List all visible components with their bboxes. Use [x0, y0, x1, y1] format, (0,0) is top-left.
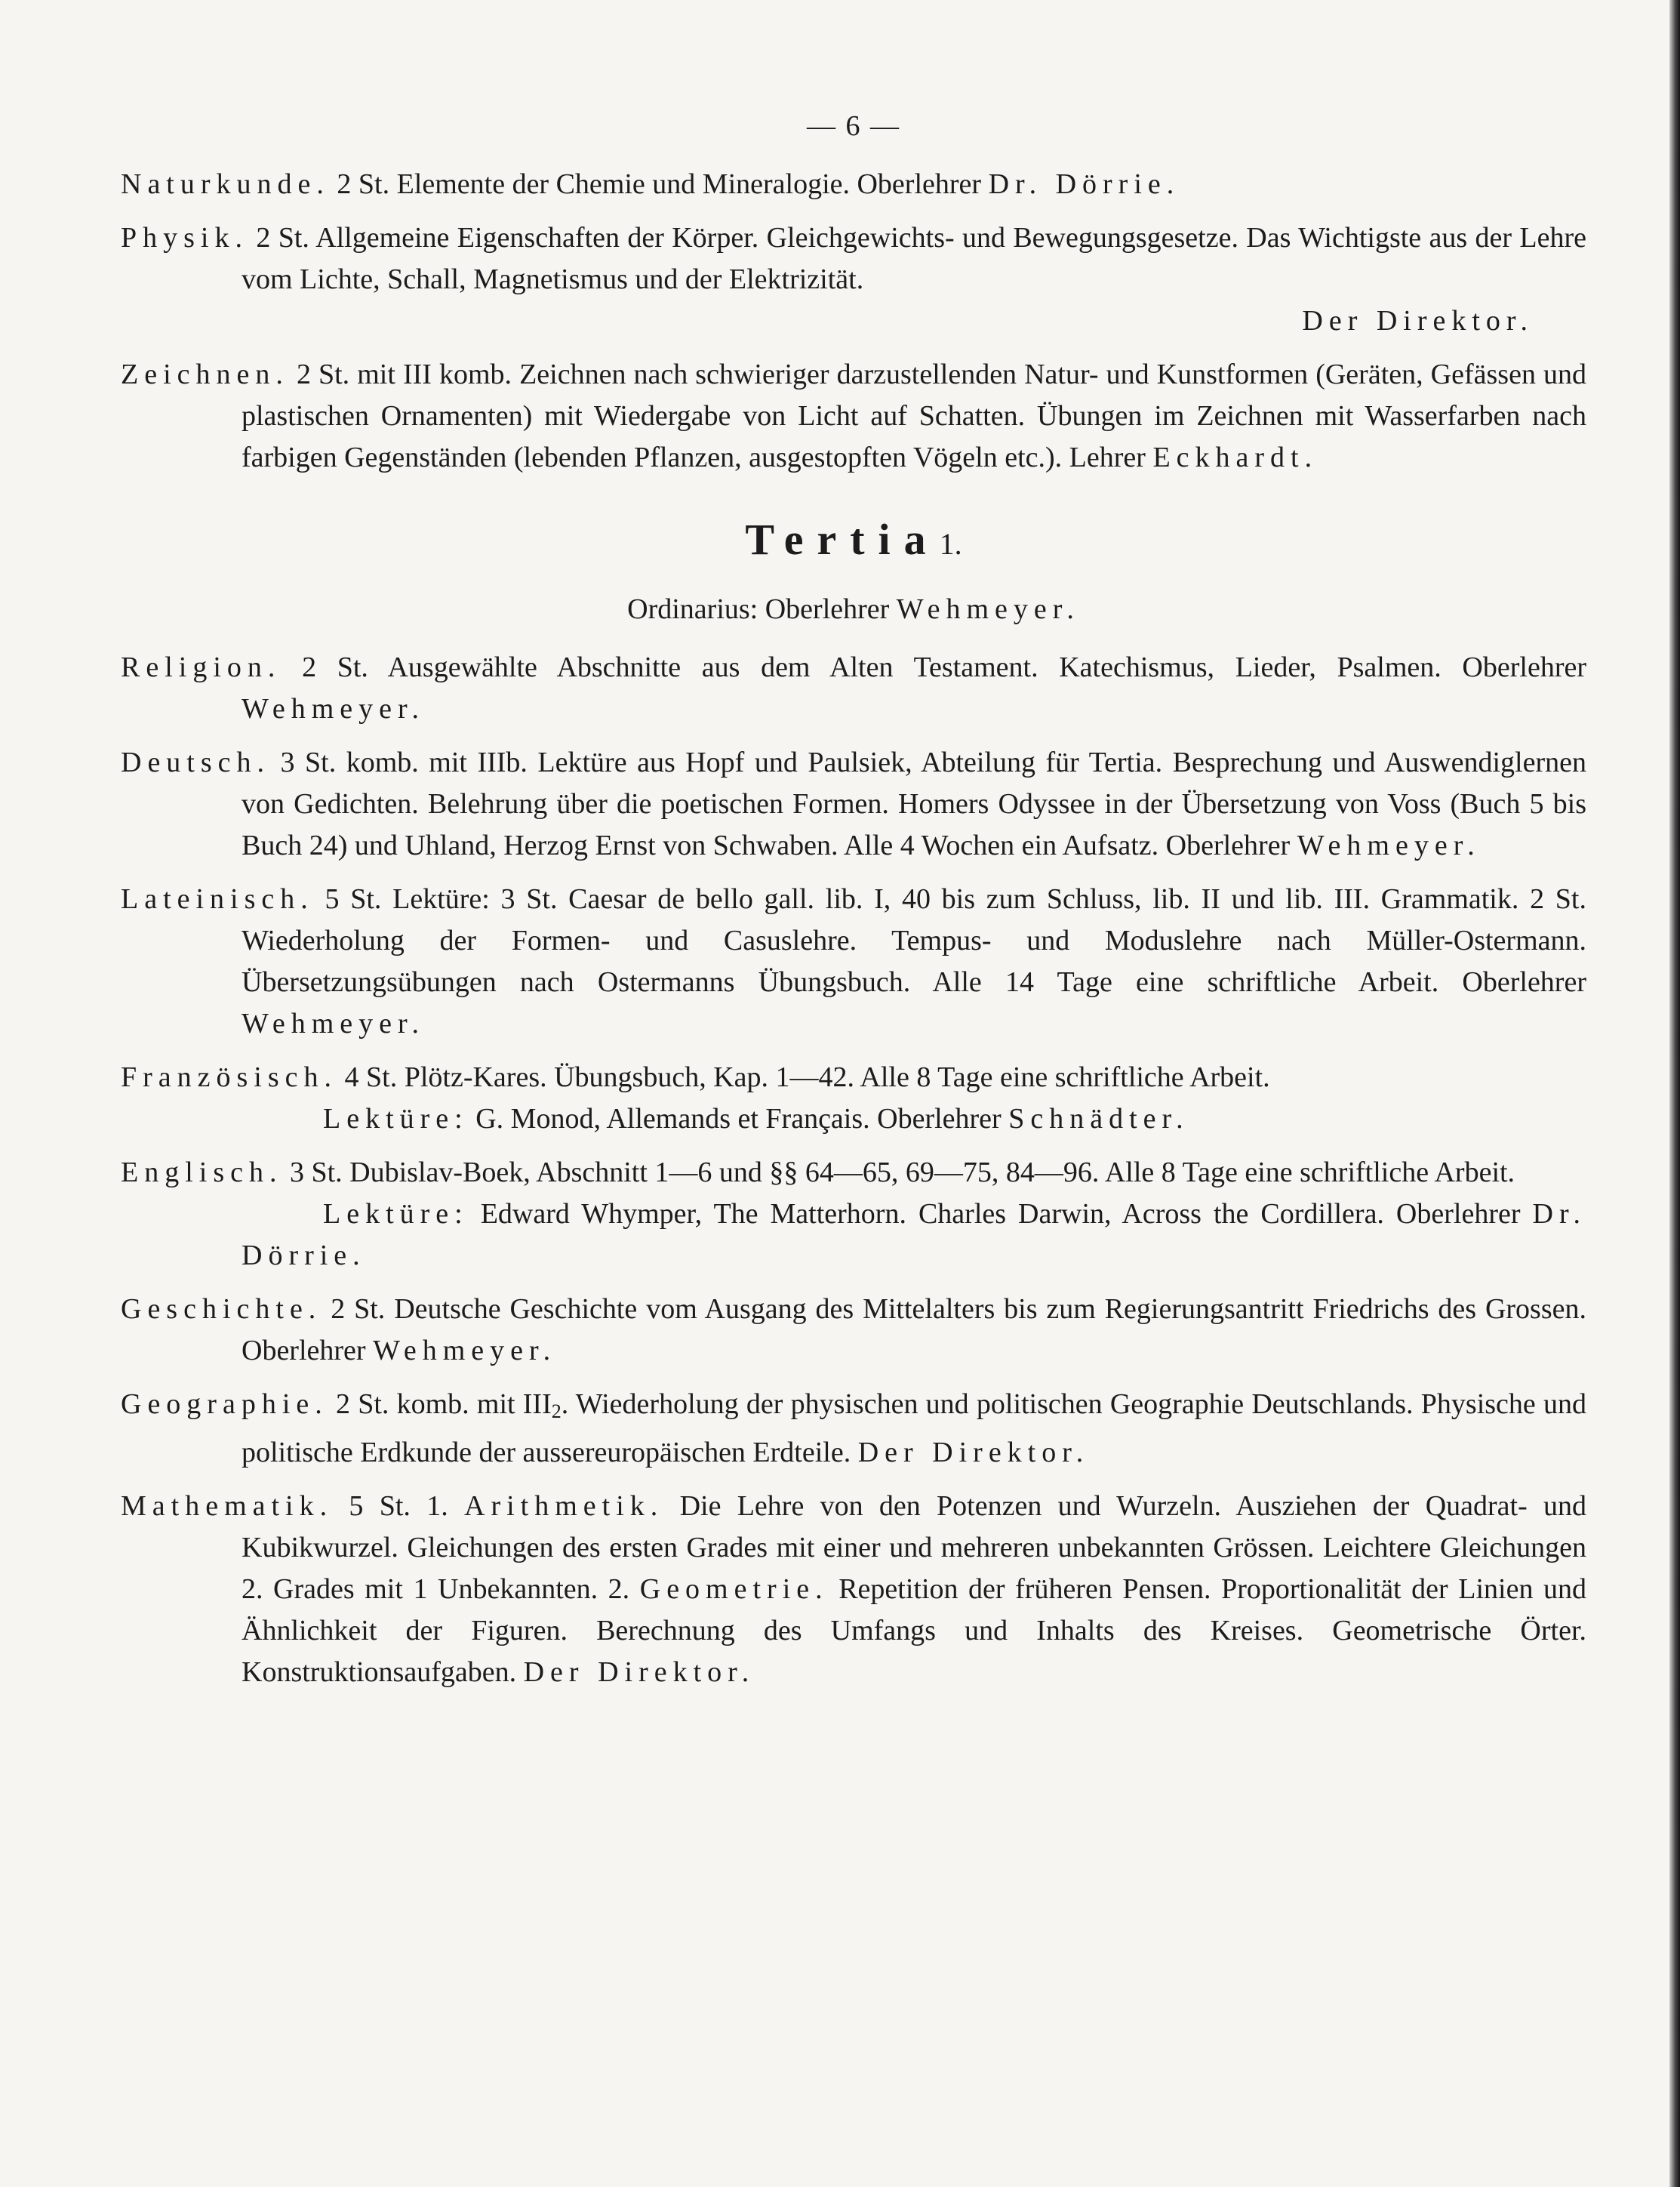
entry-franzoesisch [121, 1057, 1586, 1098]
section-title-text: Tertia [745, 515, 940, 564]
subject-label: Geographie. [121, 1388, 328, 1420]
teacher-name: Der Direktor. [1302, 305, 1534, 337]
subject-label: Französisch. [121, 1061, 338, 1093]
ordinarius-line [121, 589, 1586, 630]
subject-label: Naturkunde. [121, 168, 330, 200]
teacher-name: Schnädter. [1008, 1103, 1189, 1135]
teacher-name: Dr. Dörrie. [242, 1198, 1586, 1271]
scan-edge-shadow [1669, 0, 1680, 2187]
subject-label: Zeichnen. [121, 359, 289, 390]
subject-label: Physik. [121, 222, 248, 254]
lektuere-label: Lektüre: [323, 1198, 469, 1230]
entry-text-rest: . Wiederholung der physischen und politischen Geographie Deutschlands. Physische und politische Erdkunde der aussereuropäischen Erdteile. [242, 1388, 1586, 1468]
entry-text: 2 St. Deutsche Geschichte vom Ausgang des Mittelalters bis zum Regierungsantritt Friedrichs des Grossen. Oberlehrer [242, 1293, 1587, 1366]
teacher-name: Wehmeyer. [1297, 830, 1481, 861]
teacher-name: Der Direktor. [857, 1437, 1090, 1468]
lektuere-text: Edward Whymper, The Matterhorn. Charles Darwin, Across the Cordillera. Oberlehrer [480, 1198, 1521, 1230]
ordinarius-name: Wehmeyer. [896, 593, 1080, 625]
entry-franzoesisch-lektuere [121, 1098, 1586, 1140]
geometrie-text: Repetition der früheren Pensen. Proportionalität der Linien und Ähnlichkeit der Figuren. Berechnung des Umfangs und Inhalts des Kreises. Geometrische Örter. Konstruktionsaufgaben. [242, 1573, 1587, 1688]
entry-text: 2 St. Ausgewählte Abschnitte aus dem Alten Testament. Katechismus, Lieder, Psalmen. Oberlehrer [302, 651, 1586, 683]
teacher-name: Dr. Dörrie. [988, 168, 1180, 200]
entry-mathematik [121, 1486, 1586, 1693]
lektuere-label: Lektüre: [323, 1103, 469, 1135]
geometrie-label: Geometrie. [639, 1573, 829, 1605]
entry-text: 5 St. Lektüre: 3 St. Caesar de bello gall. lib. I, 40 bis zum Schluss, lib. II und lib. III. Grammatik. 2 St. Wiederholung der Formen- und Casuslehre. Tempus- und Moduslehre nach Müller-Ostermann. Übersetzungsübungen nach Ostermanns Übungsbuch. Alle 14 Tage eine schriftliche Arbeit. Oberlehrer [242, 883, 1586, 998]
entry-text: 2 St. Allgemeine Eigenschaften der Körper. Gleichgewichts- und Bewegungsgesetze. Das Wichtigste aus der Lehre vom Lichte, Schall, Magnetismus und der Elektrizität. [242, 222, 1587, 295]
teacher-name: Der Direktor. [523, 1656, 755, 1688]
entry-text: 2 St. Elemente der Chemie und Mineralogie. Oberlehrer [337, 168, 982, 200]
ordinarius-text: Oberlehrer [765, 593, 890, 625]
teacher-name: Wehmeyer. [242, 1008, 426, 1040]
entry-zeichnen [121, 354, 1586, 479]
entry-text: 5 St. 1. [349, 1490, 448, 1522]
entry-text: 3 St. Dubislav-Boek, Abschnitt 1—6 und §§ 64—65, 69—75, 84—96. Alle 8 Tage eine schriftliche Arbeit. [289, 1157, 1515, 1188]
teacher-name: Wehmeyer. [242, 693, 426, 725]
subject-label: Lateinisch. [121, 883, 314, 915]
entry-text: 3 St. komb. mit IIIb. Lektüre aus Hopf und Paulsiek, Abteilung für Tertia. Besprechung und Auswendiglernen von Gedichten. Belehrung über die poetischen Formen. Homers Odyssee in der Übersetzung von Voss (Buch 5 bis Buch 24) und Uhland, Herzog Ernst von Schwaben. Alle 4 Wochen ein Aufsatz. Oberlehrer [242, 747, 1586, 861]
entry-text: 4 St. Plötz-Kares. Übungsbuch, Kap. 1—42. Alle 8 Tage eine schriftliche Arbeit. [344, 1061, 1270, 1093]
ordinarius-label: Ordinarius: [627, 593, 758, 625]
entry-text: 2 St. komb. mit III [335, 1388, 552, 1420]
entry-geographie [121, 1384, 1586, 1474]
subject-label: Mathematik. [121, 1490, 334, 1522]
subject-label: Geschichte. [121, 1293, 322, 1325]
lektuere-text: G. Monod, Allemands et Français. Oberlehrer [475, 1103, 1002, 1135]
class-subscript: 2 [551, 1400, 562, 1422]
subject-label: Religion. [121, 651, 282, 683]
subject-label: Deutsch. [121, 747, 271, 778]
section-title [121, 513, 1586, 571]
teacher-name: Wehmeyer. [373, 1335, 557, 1366]
subject-label: Englisch. [121, 1157, 283, 1188]
section-number: 1. [939, 527, 962, 561]
entry-physik [121, 217, 1586, 300]
teacher-name: Eckhardt. [1152, 442, 1318, 473]
entry-englisch [121, 1152, 1586, 1194]
entry-englisch-lektuere [121, 1194, 1586, 1277]
entry-naturkunde [121, 164, 1586, 205]
entry-text: 2 St. mit III komb. Zeichnen nach schwieriger darzustellenden Natur- und Kunstformen (Geräten, Gefässen und plastischen Ornamenten) mit Wiedergabe von Licht auf Schatten. Übungen im Zeichnen mit Wasserfarben nach farbigen Gegenständen (lebenden Pflanzen, ausgestopften Vögeln etc.). Lehrer [242, 359, 1586, 473]
document-page [121, 106, 1586, 1705]
page-number: — 6 — [807, 110, 900, 142]
entry-religion [121, 647, 1586, 730]
arithmetik-label: Arithmetik. [464, 1490, 664, 1522]
arithmetik-text: Die Lehre von den Potenzen und Wurzeln. Ausziehen der Quadrat- und Kubikwurzel. Gleichungen des ersten Grades mit einer und mehreren unbekannten Grössen. Leichtere Gleichungen 2. Grades mit 1 Unbekannten. 2. [242, 1490, 1587, 1605]
entry-deutsch [121, 742, 1586, 867]
entry-geschichte [121, 1289, 1586, 1372]
entry-lateinisch [121, 879, 1586, 1045]
